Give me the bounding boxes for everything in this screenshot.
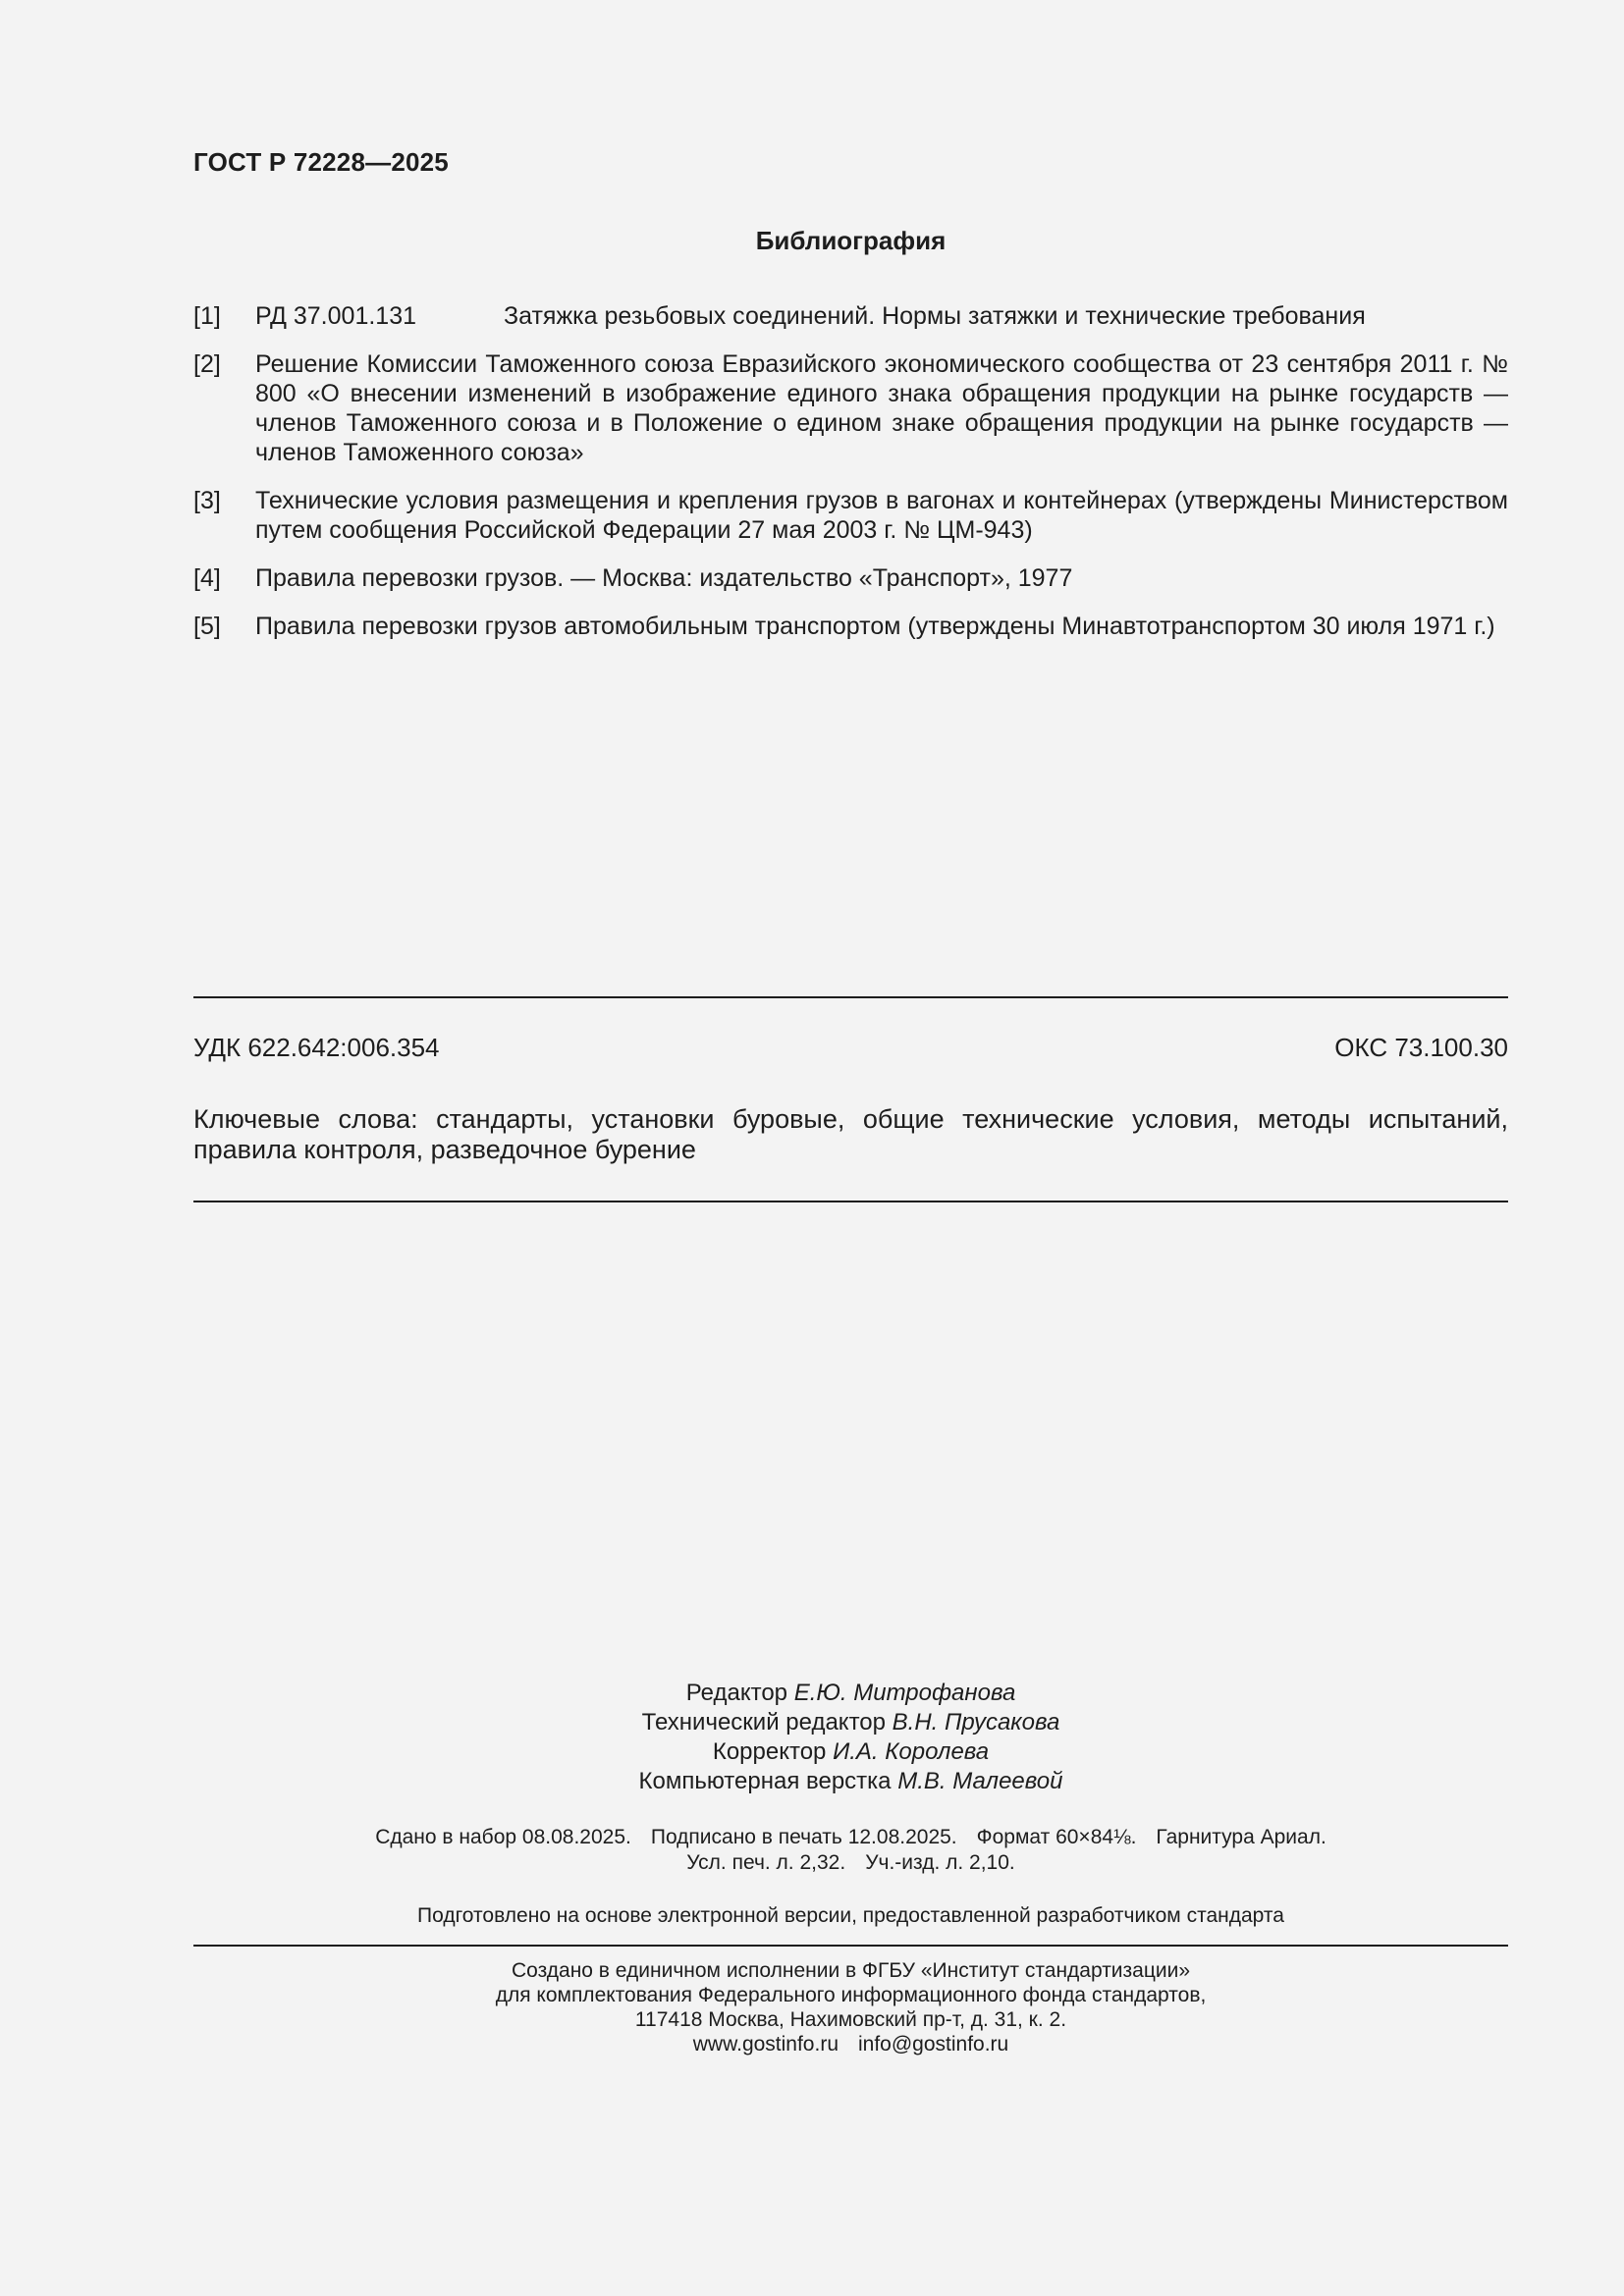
bibliography-item-number: [5]	[193, 613, 221, 640]
bibliography-item-text: Затяжка резьбовых соединений. Нормы затяжки и технические требования	[504, 302, 1366, 330]
bibliography-item	[193, 563, 1508, 593]
imprint-block	[193, 1958, 1508, 2056]
divider	[193, 1945, 1508, 1947]
keywords: Ключевые слова: стандарты, установки буровые, общие технические условия, методы испытаний, правила контроля, разведочное бурение	[193, 1104, 1508, 1164]
bibliography-list	[193, 301, 1508, 660]
bibliography-item-number: [2]	[193, 350, 221, 378]
signed-for-print: Подписано в печать 12.08.2025.	[650, 1826, 957, 1848]
bibliography-item-number: [3]	[193, 487, 221, 514]
prepared-note: Подготовлено на основе электронной версии, предоставленной разработчиком стандарта	[417, 1904, 1284, 1927]
bibliography-item	[193, 612, 1508, 641]
bibliography-item-code: РД 37.001.131	[255, 302, 417, 330]
imprint-contacts	[193, 2032, 1508, 2056]
credit-role: Редактор	[685, 1680, 788, 1706]
bibliography-item	[193, 486, 1508, 545]
credit-line	[193, 1767, 1508, 1796]
credit-role: Технический редактор	[641, 1709, 886, 1735]
credit-role: Компьютерная верстка	[638, 1768, 892, 1794]
imprint-line: для комплектования Федерального информационного фонда стандартов,	[495, 1984, 1207, 2006]
document-code: ГОСТ Р 72228—2025	[193, 147, 449, 177]
bibliography-item-number: [1]	[193, 302, 221, 330]
publication-line	[193, 1850, 1508, 1876]
paper-format: Формат 60×84⅛.	[976, 1826, 1137, 1848]
udk-code: УДК 622.642:006.354	[193, 1033, 440, 1062]
bibliography-item-text: Технические условия размещения и крепления грузов в вагонах и контейнерах (утверждены Министерством путем сообщения Российской Федерации 27 мая 2003 г. № ЦМ-943)	[255, 487, 1508, 544]
bibliography-item-number: [4]	[193, 564, 221, 592]
bibliography-title: Библиография	[755, 226, 947, 255]
email-link[interactable]: info@gostinfo.ru	[858, 2033, 1009, 2056]
credit-name: Е.Ю. Митрофанова	[793, 1680, 1016, 1706]
credit-role: Корректор	[712, 1738, 827, 1765]
divider	[193, 996, 1508, 998]
credits-block	[193, 1679, 1508, 1796]
publication-sheets: Уч.-изд. л. 2,10.	[865, 1851, 1015, 1874]
bibliography-item-text: Решение Комиссии Таможенного союза Евразийского экономического сообщества от 23 сентября 2011 г. № 800 «О внесении изменений в изображение единого знака обращения продукции на рынке государств — членов Таможенного союза и в Положение о едином знаке обращения продукции на рынке государств — членов Таможенного союза»	[255, 350, 1508, 466]
publication-line	[193, 1825, 1508, 1850]
publication-info	[193, 1825, 1508, 1876]
credit-line	[193, 1708, 1508, 1737]
credit-line	[193, 1679, 1508, 1708]
bibliography-item-text: Правила перевозки грузов автомобильным транспортом (утверждены Минавтотранспортом 30 июля 1971 г.)	[255, 613, 1495, 640]
credit-name: В.Н. Прусакова	[892, 1709, 1060, 1735]
bibliography-item-text: Правила перевозки грузов. — Москва: издательство «Транспорт», 1977	[255, 564, 1073, 592]
print-sheets: Усл. печ. л. 2,32.	[686, 1851, 846, 1874]
divider	[193, 1201, 1508, 1202]
imprint-line: Создано в единичном исполнении в ФГБУ «Институт стандартизации»	[511, 1959, 1191, 1982]
sent-to-typesetting: Сдано в набор 08.08.2025.	[375, 1826, 631, 1848]
credit-name: М.В. Малеевой	[897, 1768, 1063, 1794]
credit-line	[193, 1737, 1508, 1767]
bibliography-item	[193, 349, 1508, 467]
website-link[interactable]: www.gostinfo.ru	[692, 2033, 839, 2056]
oks-code: ОКС 73.100.30	[1334, 1033, 1508, 1062]
imprint-line: 117418 Москва, Нахимовский пр-т, д. 31, к. 2.	[634, 2008, 1067, 2031]
typeface: Гарнитура Ариал.	[1156, 1826, 1326, 1848]
credit-name: И.А. Королева	[833, 1738, 990, 1765]
bibliography-item	[193, 301, 1508, 331]
